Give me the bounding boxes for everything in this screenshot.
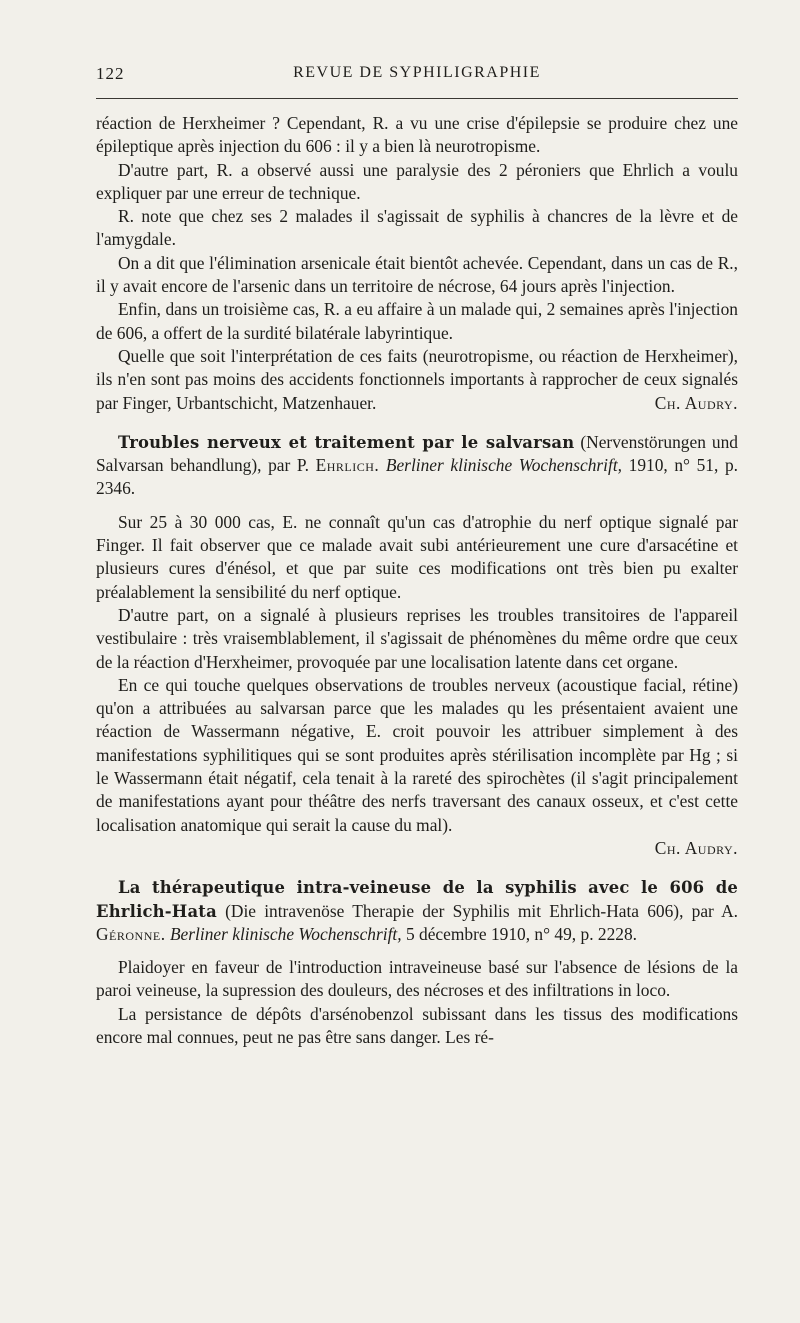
article-title: La thérapeutique intra-veineuse de la syphilis avec le 606 de Ehrlich-Hata	[96, 878, 738, 921]
paragraph: Plaidoyer en faveur de l'introduction intraveineuse basé sur l'absence de lésions de la paroi veineuse, la supression des douleurs, des nécroses et des infiltrations in loco.	[96, 957, 738, 1001]
paragraph	[96, 345, 738, 415]
paragraph: En ce qui touche quelques observations de troubles nerveux (acoustique facial, rétine) qu'on a attribuées au salvarsan parce que les malades qu les présentaient avaient une réaction de Wassermann négative, E. croit pouvoir les attribuer simplement à des manifestations syphilitiques qui se sont produites après stérilisation incomplète par Hg ; si le Wassermann était négatif, cela tenait à la rareté des spirochètes (il s'agit principalement de manifestations ayant pour théâtre des nerfs traversant des canaux osseux, et c'est cette localisation anatomique qui serait la cause du mal).	[96, 674, 738, 835]
paragraph: réaction de Herxheimer ? Cependant, R. a vu une crise d'épilepsie se produire chez une épileptique après injection du 606 : il y a bien là neurotropisme.	[96, 113, 738, 157]
article-author: Ehrlich.	[315, 455, 380, 476]
paragraph: La persistance de dépôts d'arsénobenzol subissant dans les tissus des modifications encore mal connues, peut ne pas être sans danger. Les ré-	[96, 1003, 738, 1047]
article-subtitle: (Die intravenöse Therapie der Syphilis mit Ehrlich-Hata 606), par A.	[225, 900, 738, 921]
article-title: Troubles nerveux et traitement par le salvarsan	[118, 432, 575, 452]
paragraph: R. note que chez ses 2 malades il s'agissait de syphilis à chancres de la lèvre et de l'amygdale.	[96, 206, 738, 250]
page-number: 122	[96, 64, 125, 83]
paragraph: On a dit que l'élimination arsenicale était bientôt achevée. Cependant, dans un cas de R., il y avait encore de l'arsenic dans un territoire de nécrose, 64 jours après l'injection.	[96, 252, 738, 297]
journal-name: Berliner klinische Wochenschrift,	[169, 923, 402, 944]
article-citation	[96, 431, 738, 501]
header-rule	[96, 98, 738, 99]
article-citation	[96, 876, 738, 946]
journal-name: Berliner klinische Wochenschrift,	[385, 455, 623, 476]
paragraph-text: Quelle que soit l'interprétation de ces faits (neurotropisme, ou réaction de Herxheimer), ils n'en sont pas moins des accidents fonctionnels importants à rapprocher de ceux signalés par Finger, Urbantschicht, Matzenhauer.	[96, 345, 738, 413]
article-subtitle: (Nervenstörungen und Salvarsan behandlung), par P.	[96, 431, 738, 476]
signature: Ch. Audry.	[654, 392, 738, 413]
article-author: Géronne.	[96, 923, 166, 944]
article-reference: 5 décembre 1910, n° 49, p. 2228.	[405, 923, 638, 944]
article-heading	[96, 876, 738, 946]
signature: Ch. Audry.	[654, 837, 738, 858]
paragraph: Enfin, dans un troisième cas, R. a eu affaire à un malade qui, 2 semaines après l'injection de 606, a offert de la surdité bilatérale labyrintique.	[96, 299, 738, 343]
body-text	[96, 112, 738, 1049]
article-heading	[96, 431, 738, 501]
running-title: REVUE DE SYPHILIGRAPHIE	[293, 64, 541, 81]
article-reference: 1910, n° 51, p. 2346.	[96, 455, 738, 499]
paragraph: D'autre part, R. a observé aussi une paralysie des 2 péroniers que Ehrlich a voulu expliquer par une erreur de technique.	[96, 159, 738, 203]
paragraph: Sur 25 à 30 000 cas, E. ne connaît qu'un cas d'atrophie du nerf optique signalé par Finger. Il fait observer que ce malade avait subi antérieurement une cure d'arsacétine et plusieurs cures d'énésol, et que par suite ces modifications ont très bien pu exalter préalablement la sensibilité du nerf optique.	[96, 511, 738, 602]
paragraph: D'autre part, on a signalé à plusieurs reprises les troubles transitoires de l'appareil vestibulaire : très vraisemblablement, il s'agissait de phénomènes du même ordre que ceux de la réaction d'Herxheimer, provoquée par une localisation latente dans cet organe.	[96, 604, 738, 672]
page-header	[96, 64, 738, 90]
